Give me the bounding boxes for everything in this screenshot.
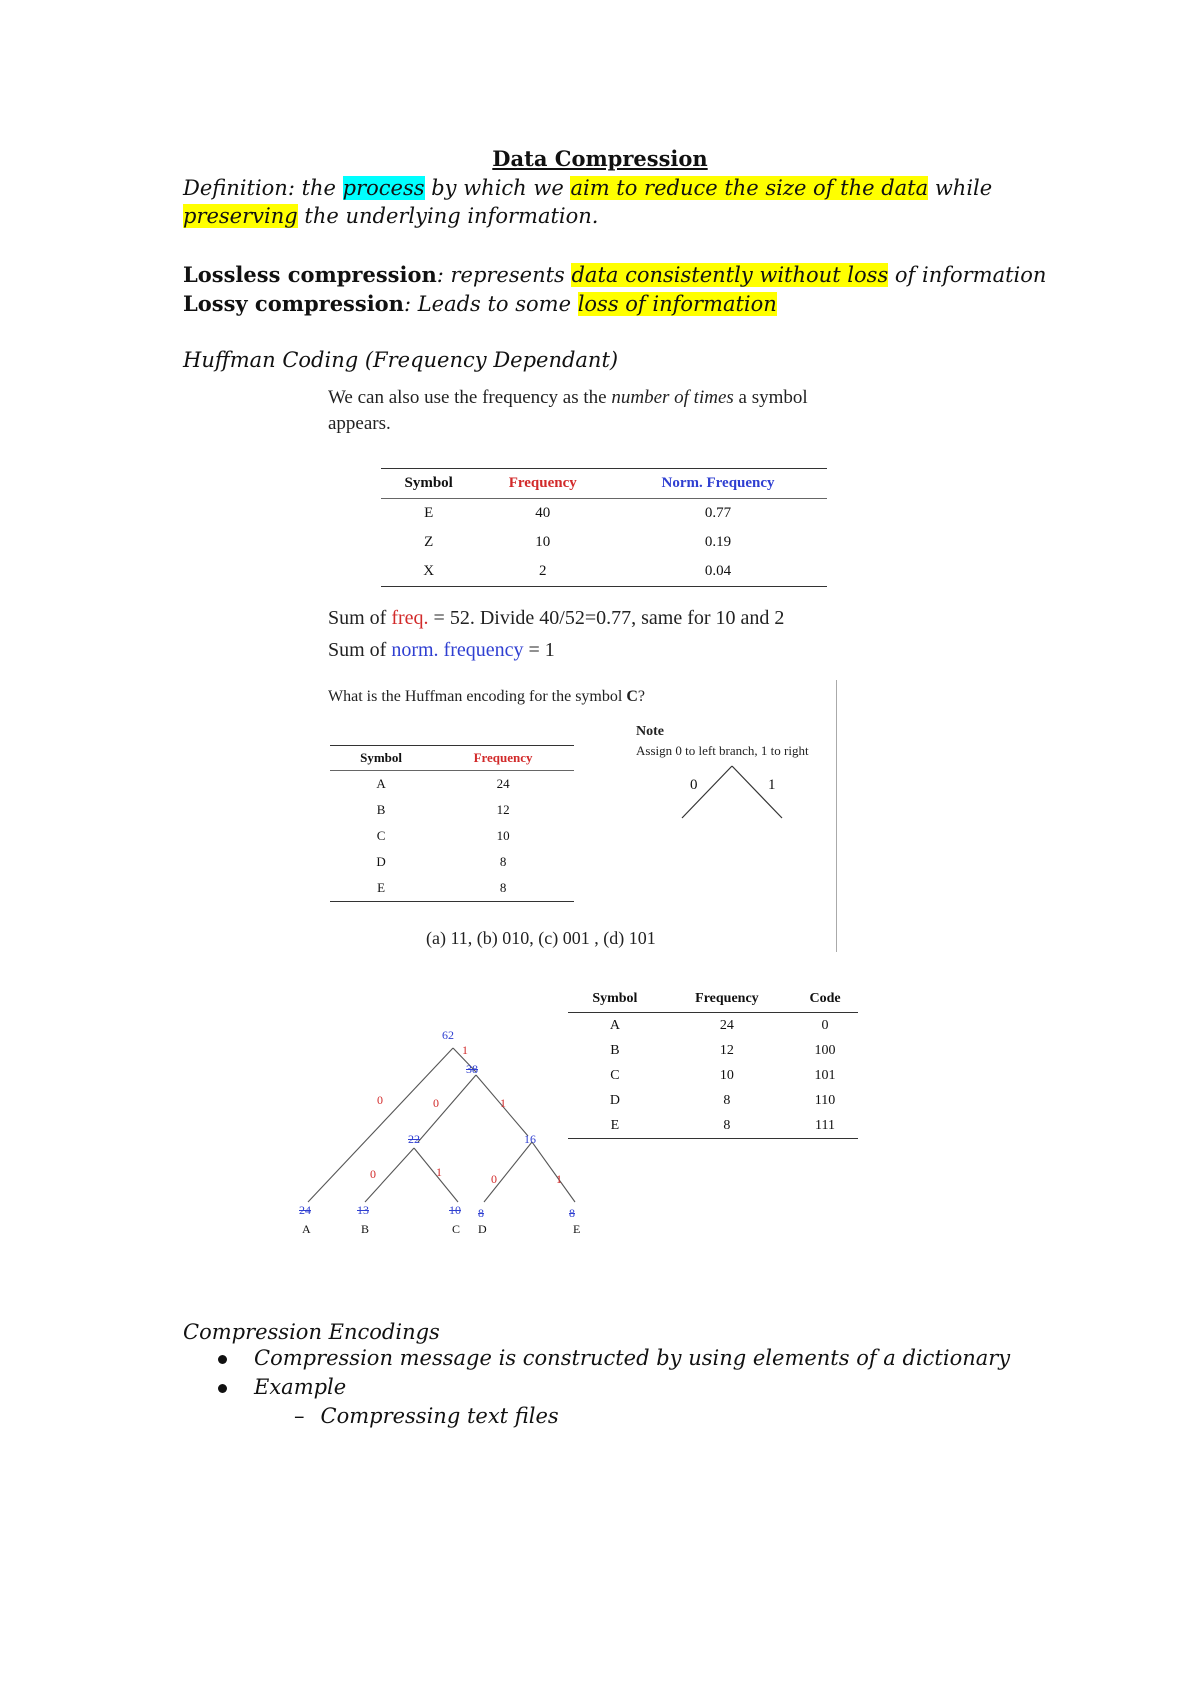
figure1-intro-em: number of times — [611, 387, 734, 408]
question-c: ? — [637, 688, 645, 705]
edge-label-16-right: 1 — [556, 1172, 562, 1186]
highlight-preserving: preserving — [183, 204, 298, 228]
col-code: Code — [792, 986, 858, 1013]
table-row — [381, 557, 827, 587]
frequency-table — [381, 468, 827, 587]
highlight-lossy: loss of information — [577, 292, 777, 316]
table-cell: A — [609, 1017, 620, 1033]
table-cell: 8 — [723, 1092, 731, 1108]
table-row — [330, 797, 574, 823]
lossless-line — [183, 260, 1046, 290]
table-row — [381, 499, 827, 529]
definition-mid: by which we — [424, 176, 571, 200]
edge-label-root-right: 1 — [462, 1043, 468, 1057]
table-cell: D — [376, 854, 386, 869]
note-title-bold: Note — [636, 724, 664, 739]
sum-norm-blue: norm. frequency — [391, 639, 524, 661]
sum-freq-a: Sum of — [328, 607, 392, 629]
sum-norm-b: = 1 — [523, 639, 555, 661]
table-cell: E — [568, 1113, 662, 1139]
page-title: Data Compression — [492, 146, 708, 171]
table-cell: 0.77 — [704, 505, 732, 521]
bullet-dot-icon — [218, 1384, 227, 1393]
huffman-heading: Huffman Coding (Frequency Dependant) — [183, 348, 619, 372]
col-symbol: Symbol — [381, 469, 476, 499]
table-header-row — [381, 469, 827, 499]
leaf-b-value: 13 — [357, 1203, 369, 1217]
question-a: What is the Huffman encoding for the symbol — [328, 688, 627, 705]
edge-label-22-left: 0 — [370, 1167, 376, 1181]
table-cell: 24 — [719, 1017, 734, 1033]
dash-icon: – — [294, 1404, 305, 1428]
table-cell: 0.04 — [609, 557, 827, 587]
figure2-question — [328, 688, 645, 706]
table-cell: E — [424, 505, 434, 521]
lossless-colon: : represents — [436, 263, 572, 287]
col-frequency: Frequency — [432, 746, 574, 771]
highlight-process: process — [342, 176, 425, 200]
table-cell: 100 — [814, 1042, 836, 1058]
node-38: 38 — [466, 1062, 478, 1076]
table-cell: C — [610, 1067, 620, 1083]
leaf-b-label: B — [361, 1222, 370, 1236]
definition-line-2 — [183, 202, 598, 231]
figure1-sums — [328, 602, 784, 666]
table-cell: 101 — [814, 1067, 836, 1083]
lossy-line — [183, 289, 777, 319]
table-cell: 40 — [535, 505, 551, 521]
edge-label-38-left: 0 — [433, 1096, 439, 1110]
table-cell: Z — [424, 534, 434, 550]
bullet-text: Compression message is constructed by using elements of a dictionary — [254, 1346, 1011, 1370]
table-cell: A — [376, 776, 386, 791]
edge-label-root-left: 0 — [377, 1093, 383, 1107]
table-row — [330, 875, 574, 902]
leaf-e-label: E — [573, 1222, 581, 1236]
node-root: 62 — [442, 1028, 454, 1042]
table-cell: 10 — [719, 1067, 734, 1083]
huffman-code-table — [568, 986, 858, 1139]
table-row — [568, 1063, 858, 1088]
sum-freq-b: = 52. Divide 40/52=0.77, same for 10 and 2 — [428, 607, 785, 629]
list-item-sub — [294, 1404, 559, 1428]
leaf-d-value: 8 — [478, 1206, 484, 1220]
node-22: 22 — [408, 1132, 420, 1146]
edge-root-a — [308, 1048, 453, 1202]
figure2-divider — [836, 680, 837, 952]
edge-label-22-right: 1 — [436, 1165, 442, 1179]
table-cell: 12 — [719, 1042, 734, 1058]
leaf-c-value: 10 — [449, 1203, 461, 1217]
note-text: Assign 0 to left branch, 1 to right — [636, 743, 809, 758]
table-cell: X — [381, 557, 476, 587]
table-cell: 12 — [496, 802, 510, 817]
edge-label-16-left: 0 — [491, 1172, 497, 1186]
list-item — [218, 1346, 1010, 1370]
table-cell: E — [330, 875, 432, 902]
table-cell: D — [609, 1092, 620, 1108]
definition-prefix: Definition: the — [183, 176, 343, 200]
branch-right-label: 1 — [768, 777, 776, 793]
table-header-row — [568, 986, 858, 1013]
table-row — [568, 1013, 858, 1039]
highlight-lossless: data consistently without loss — [571, 263, 889, 287]
table-cell: 24 — [496, 776, 510, 791]
list-item — [218, 1375, 346, 1399]
table-cell: 10 — [535, 534, 551, 550]
leaf-a-label: A — [302, 1222, 311, 1236]
definition-line-1 — [183, 174, 992, 203]
figure1-intro-line2: appears. — [328, 413, 391, 434]
table-row — [381, 528, 827, 557]
leaf-e-value: 8 — [569, 1206, 575, 1220]
table-cell: 8 — [499, 854, 507, 869]
question-b: C — [626, 688, 638, 705]
table-cell: 110 — [814, 1092, 836, 1108]
table-row — [330, 849, 574, 875]
figure1-intro-a: We can also use the frequency as the — [328, 387, 612, 408]
table-cell: B — [376, 802, 386, 817]
bullet-text: Example — [254, 1375, 347, 1399]
col-frequency: Frequency — [662, 986, 792, 1013]
table-cell: 0.19 — [704, 534, 732, 550]
figure1-intro-b: a symbol — [733, 387, 808, 408]
table-cell: 10 — [496, 828, 510, 843]
definition-suffix: while — [928, 176, 993, 200]
leaf-a-value: 24 — [299, 1203, 311, 1217]
table-cell: 111 — [792, 1113, 858, 1139]
table-row — [568, 1088, 858, 1113]
table-row — [330, 771, 574, 798]
table-row — [568, 1113, 858, 1139]
table-header-row — [330, 746, 574, 771]
lossless-label: Lossless compression — [183, 262, 437, 287]
branch-left-label: 0 — [690, 777, 698, 793]
node-16: 16 — [524, 1132, 536, 1146]
col-norm-frequency: Norm. Frequency — [609, 469, 827, 499]
sum-norm-a: Sum of — [328, 639, 392, 661]
leaf-d-label: D — [478, 1222, 487, 1236]
lossless-rest: of information — [888, 263, 1047, 287]
table-cell: 8 — [662, 1113, 792, 1139]
figure1-intro — [328, 385, 808, 437]
table-cell: B — [610, 1042, 620, 1058]
col-frequency: Frequency — [476, 469, 609, 499]
huffman-question-table — [330, 745, 574, 902]
edge-16-e — [532, 1142, 575, 1202]
table-cell: 2 — [476, 557, 609, 587]
encodings-heading: Compression Encodings — [183, 1320, 440, 1344]
col-symbol: Symbol — [568, 986, 662, 1013]
col-symbol: Symbol — [330, 746, 432, 771]
sum-freq-red: freq. — [391, 607, 429, 629]
leaf-c-label: C — [452, 1222, 461, 1236]
lossy-colon: : Leads to some — [403, 292, 578, 316]
definition-line2-rest: the underlying information. — [297, 204, 599, 228]
table-cell: 8 — [432, 875, 574, 902]
edge-38-22 — [418, 1075, 476, 1142]
edge-label-38-right: 1 — [500, 1096, 506, 1110]
table-row — [330, 823, 574, 849]
table-cell: 0 — [821, 1017, 829, 1033]
table-cell: C — [376, 828, 386, 843]
highlight-aim: aim to reduce the size of the data — [570, 176, 929, 200]
bullet-dot-icon — [218, 1355, 227, 1364]
sub-bullet-text: Compressing text files — [320, 1404, 559, 1428]
lossy-label: Lossy compression — [183, 291, 404, 316]
answer-options: (a) 11, (b) 010, (c) 001 , (d) 101 — [426, 928, 656, 948]
table-row — [568, 1038, 858, 1063]
